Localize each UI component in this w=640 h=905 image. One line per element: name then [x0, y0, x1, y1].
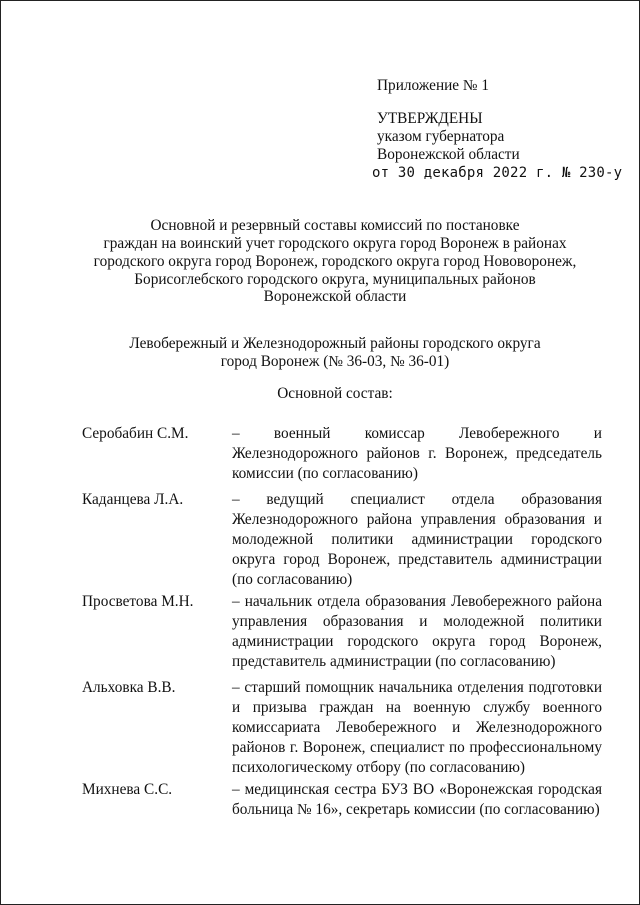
decree-line-1: указом губернатора: [377, 128, 505, 145]
member-role: – начальник отдела образования Левобережного района управления образования и молодежной политики администрации городского округа город Воронеж, представитель администрации (по согласованию): [232, 593, 602, 670]
approved-label: УТВЕРЖДЕНЫ: [377, 110, 483, 127]
section-heading-line-1: Левобережный и Железнодорожный районы городского округа: [129, 335, 541, 352]
decree-date: от 30 декабря 2022 г. № 230-у: [372, 165, 623, 181]
document-title-line-4: Борисоглебского городского округа, муниципальных районов: [134, 271, 536, 288]
member-role: – ведущий специалист отдела образования Железнодорожного района управления образования и молодежной политики администрации городского округа город Воронеж, представитель администрации (по согласованию): [232, 491, 602, 588]
document-title-line-5: Воронежской области: [263, 288, 407, 305]
document-title-line-2: граждан на воинский учет городского округа город Воронеж в районах: [103, 235, 567, 252]
appendix-label: Приложение № 1: [377, 77, 489, 94]
member-role: – старший помощник начальника отделения подготовки и призыва граждан на военную службу военного комиссариата Левобережного и Железнодорожного районов г. Воронеж, специалист по профессиональному психологическому отбору (по согласованию): [232, 679, 602, 776]
page-border-left: [0, 0, 1, 905]
page-border-top: [0, 0, 640, 1]
document-title-line-1: Основной и резервный составы комиссий по постановке: [150, 217, 520, 234]
member-name: Альховка В.В.: [82, 679, 176, 696]
member-role: – военный комиссар Левобережного и Железнодорожного районов г. Воронеж, председатель комиссии (по согласованию): [232, 425, 602, 482]
composition-label: Основной состав:: [277, 385, 393, 402]
member-name: Каданцева Л.А.: [82, 491, 184, 508]
member-name: Просветова М.Н.: [82, 593, 194, 610]
member-role: – медицинская сестра БУЗ ВО «Воронежская городская больница № 16», секретарь комиссии (по согласованию): [232, 781, 602, 818]
decree-line-2: Воронежской области: [377, 146, 520, 163]
member-name: Серобабин С.М.: [82, 425, 189, 442]
section-heading-line-2: город Воронеж (№ 36-03, № 36-01): [220, 353, 450, 370]
member-name: Михнева С.С.: [82, 781, 173, 798]
document-title-line-3: городского округа город Воронеж, городского округа город Нововоронеж,: [93, 253, 577, 270]
